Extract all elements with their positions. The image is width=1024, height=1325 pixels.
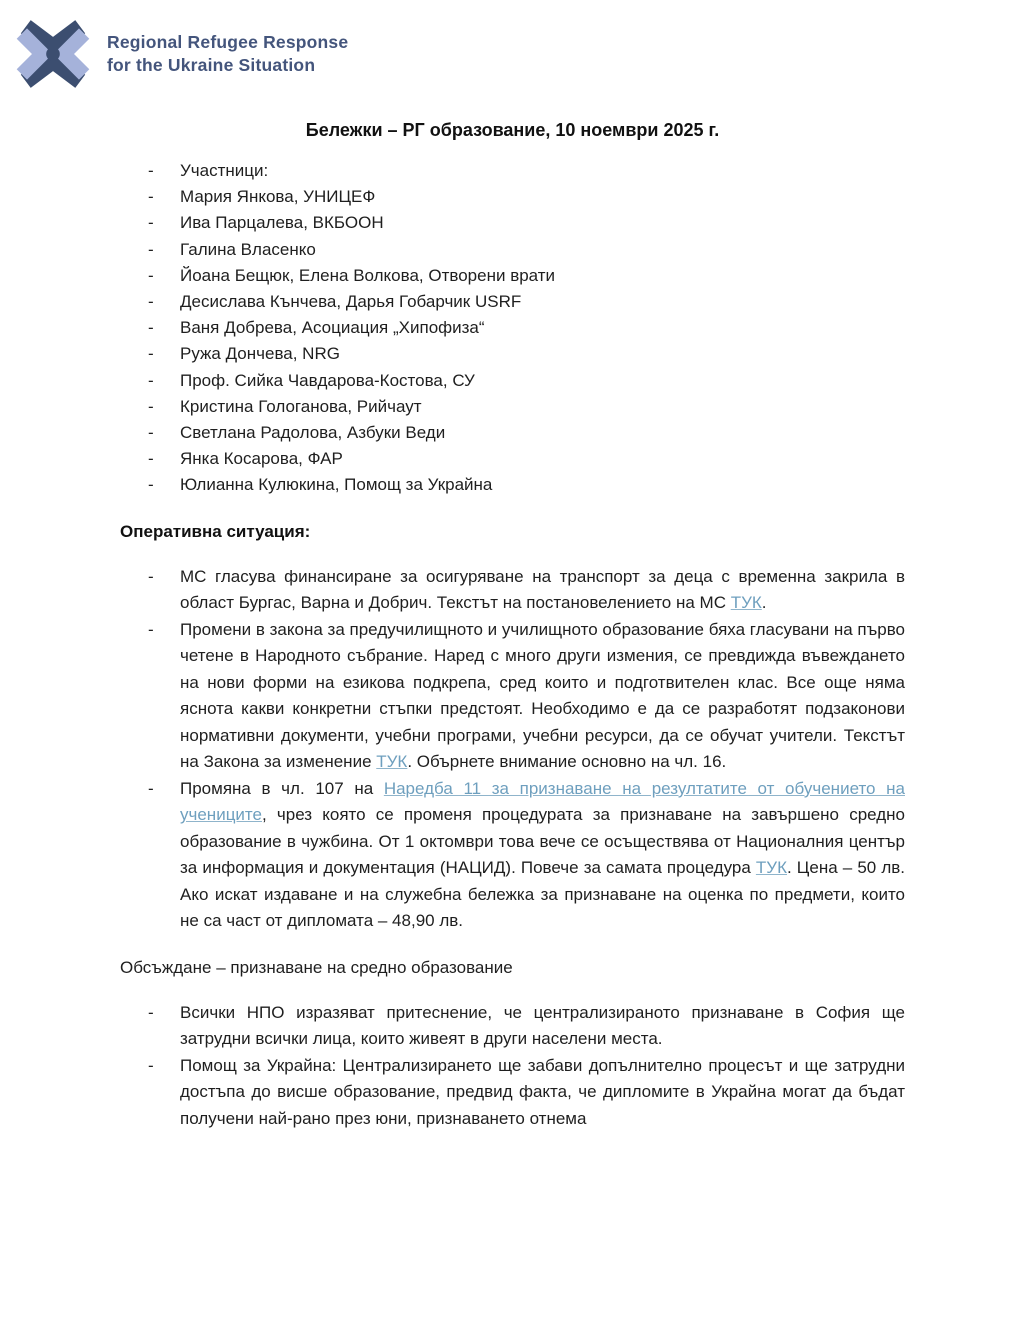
paragraph-segment: Промяна в чл. 107 на [180,778,384,798]
participants-list [120,158,905,499]
dash-bullet: - [148,1055,154,1075]
list-item [120,158,905,184]
list-item [120,263,905,289]
participant-text: Кристина Гологанова, Рийчаут [180,396,422,416]
logo-text-line2: for the Ukraine Situation [107,55,316,75]
participant-text: Ружа Дончева, NRG [180,344,340,364]
link-naredba-11[interactable]: Наредба 11 за признаване на резултатите от обучението на учениците [180,778,905,825]
paragraph-text [180,617,905,776]
bullet-paragraph [120,564,905,617]
dash-bullet: - [148,619,154,639]
document-title: Бележки – РГ образование, 10 ноември 2025 г. [305,120,720,140]
participant-text: Ваня Добрева, Асоциация „Хипофиза“ [180,318,485,338]
dash-bullet: - [148,370,154,390]
section-heading-operational-situation: Оперативна ситуация: [120,521,311,541]
paragraph-segment: . Цена – 50 лв. Ако искат издаване и на служебна бележка за признаване на оценка по предмети, които не са част от дипломата – 48,90 лв. [180,858,906,931]
paragraph-segment: , чрез която се променя процедурата за признаване на завършено средно образование в чужбина. От 1 октомври това вече се осъществява от Националния център за информация и документация (НАЦИД). Повече за самата процедура [180,805,905,878]
list-item [120,184,905,210]
link-tuk[interactable]: ТУК [730,593,762,613]
list-item [120,472,905,498]
dash-bullet: - [148,778,154,798]
list-item [120,237,905,263]
section-heading-discussion: Обсъждане – признаване на средно образование [120,957,513,977]
paragraph-segment: Промени в закона за предучилищното и училищното образование бяха гласувани на първо четене в Народното събрание. Наред с много други измения, се превдижда въвеждането на нови форми на езикова подкрепа, сред които и подготвителен клас. Все още няма яснота какви конкретни стъпки предстоят. Необходимо е да се разработят подзаконови нормативни документи, учебни програми, учебни ресурси, да се обучат учители. Текстът на Закона за изменение [180,619,906,772]
bullet-paragraph [120,1000,905,1053]
paragraph-text: Всички НПО изразяват притеснение, че централизираното признаване в София ще затрудни всички лица, които живеят в други населени места. [180,1002,905,1049]
link-tuk[interactable]: ТУК [755,858,787,878]
paragraph-text: Помощ за Украйна: Централизирането ще забави допълнително процесът и ще затрудни достъпа до висше образование, предвид факта, че дипломите в Украйна могат да бъдат получени най-рано през юни, признаването отнема [180,1055,905,1128]
list-item [120,315,905,341]
dash-bullet: - [148,449,154,469]
refugee-response-logo-icon [14,18,92,90]
link-tuk[interactable]: ТУК [376,752,408,772]
dash-bullet: - [148,423,154,443]
list-item [120,420,905,446]
list-item [120,446,905,472]
list-item [120,210,905,236]
dash-bullet: - [148,566,154,586]
list-item [120,394,905,420]
discussion-bullets [120,1000,905,1133]
participant-text: Янка Косарова, ФАР [180,449,343,469]
dash-bullet: - [148,318,154,338]
participant-text: Участници: [180,161,269,180]
dash-bullet: - [148,239,154,259]
bullet-paragraph [120,617,905,776]
participant-text: Юлианна Кулюкина, Помощ за Украйна [180,475,493,495]
dash-bullet: - [148,292,154,312]
dash-bullet: - [148,265,154,285]
paragraph-segment: . [761,593,767,613]
bullet-paragraph [120,1053,905,1133]
dash-bullet: - [148,344,154,364]
paragraph-text [180,564,905,617]
logo-text-line1: Regional Refugee Response [107,32,349,52]
dash-bullet: - [148,475,154,495]
list-item [120,341,905,367]
paragraph-text [180,776,905,935]
list-item [120,289,905,315]
paragraph-segment: МС гласува финансиране за осигуряване на транспорт за деца с временна закрила в област Бургас, Варна и Добрич. Текстът на постановелението на МС [180,566,905,613]
dash-bullet: - [148,187,154,207]
dash-bullet: - [148,396,154,416]
participant-text: Мария Янкова, УНИЦЕФ [180,187,376,207]
regional-refugee-response-logo [14,18,348,90]
participant-text: Ива Парцалева, ВКБООН [180,213,384,233]
bullet-paragraph [120,776,905,935]
participant-text: Проф. Сийка Чавдарова-Костова, СУ [180,370,475,390]
logo-text [107,31,348,77]
participant-text: Галина Власенко [180,239,316,259]
dash-bullet: - [148,213,154,233]
list-item [120,368,905,394]
operational-bullets [120,564,905,935]
participant-text: Йоана Бещюк, Елена Волкова, Отворени врати [180,265,556,285]
participant-text: Светлана Радолова, Азбуки Веди [180,423,446,443]
dash-bullet: - [148,161,154,180]
participant-text: Десислава Кънчева, Дарья Гобарчик USRF [180,292,522,312]
dash-bullet: - [148,1002,154,1022]
paragraph-segment: . Обърнете внимание основно на чл. 16. [407,752,727,772]
